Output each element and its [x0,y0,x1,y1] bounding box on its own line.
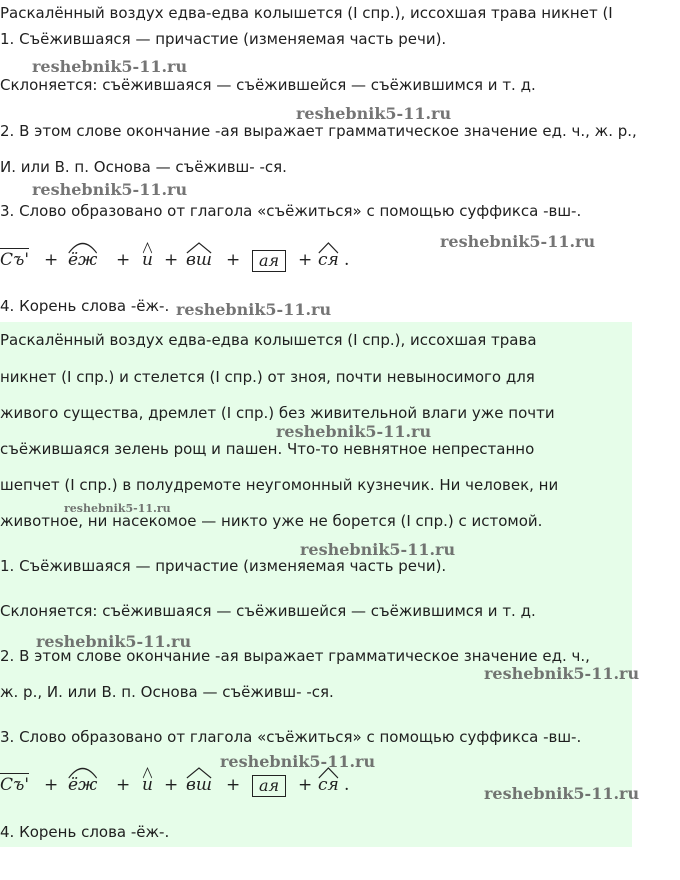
exercise-text-line: съёжившаяся зелень рощ и пашен. Что-то невнятное непрестанно [0,440,535,458]
watermark: reshebnik5-11.ru [296,104,452,123]
watermark: reshebnik5-11.ru [276,422,432,441]
answer-3: 3. Слово образовано от глагола «съёжиться» с помощью суффикса -вш-. [0,202,582,220]
plus-sign: + [164,775,179,795]
watermark: reshebnik5-11.ru [484,784,640,803]
plus-sign: + [226,250,241,270]
plus-sign: + [116,775,131,795]
cut-off-text-line: Раскалённый воздух едва-едва колышется (I спр.), иссохшая трава никнет (I [0,4,613,22]
root-arc-icon [68,240,97,254]
suffix-mark: вш [186,775,212,795]
watermark: reshebnik5-11.ru [36,632,192,651]
period: . [344,250,350,270]
watermark: reshebnik5-11.ru [300,540,456,559]
root-mark: ёж [68,250,97,270]
answer-1: 1. Съёжившаяся — причастие (изменяемая часть речи). [0,30,447,48]
plus-sign: + [116,250,131,270]
suffix-caret-icon [142,765,153,779]
plus-sign: + [44,775,59,795]
watermark: reshebnik5-11.ru [32,180,188,199]
prefix-mark: Съ' [0,250,30,270]
panel-answer-4: 4. Корень слова -ёж-. [0,823,170,841]
plus-sign: + [226,775,241,795]
prefix-mark: Съ' [0,775,30,795]
exercise-text-line: живого существа, дремлет (I спр.) без живительной влаги уже почти [0,404,555,422]
period: . [344,775,350,795]
suffix-caret-icon [186,765,212,779]
watermark: reshebnik5-11.ru [64,502,171,515]
morpheme-diagram [0,238,380,274]
panel-answer-2: 2. В этом слове окончание -ая выражает грамматическое значение ед. ч., [0,647,590,665]
root-mark: ёж [68,775,97,795]
watermark: reshebnik5-11.ru [484,664,640,683]
postfix-mark: ся [318,775,339,795]
answer-2-continued: И. или В. п. Основа — съёживш- -ся. [0,158,287,176]
suffix-mark: и [142,775,153,795]
root-arc-icon [68,765,97,779]
suffix-mark: и [142,250,153,270]
watermark: reshebnik5-11.ru [440,232,596,251]
exercise-text-line: шепчет (I спр.) в полудремоте неугомонный кузнечик. Ни человек, ни [0,476,559,494]
plus-sign: + [164,250,179,270]
ending-box: ая [252,250,286,272]
panel-declension-line: Склоняется: съёжившаяся — съёжившейся — съёжившимся и т. д. [0,602,536,620]
suffix-caret-icon [142,240,153,254]
watermark: reshebnik5-11.ru [32,57,188,76]
postfix-caret-icon [318,240,339,254]
answer-2: 2. В этом слове окончание -ая выражает грамматическое значение ед. ч., ж. р., [0,122,637,140]
watermark: reshebnik5-11.ru [176,300,332,319]
declension-line: Склоняется: съёжившаяся — съёжившейся — съёжившимся и т. д. [0,76,536,94]
ending-box: ая [252,775,286,797]
panel-answer-1: 1. Съёжившаяся — причастие (изменяемая часть речи). [0,557,447,575]
exercise-text-line: животное, ни насекомое — никто уже не борется (I спр.) с истомой. [0,512,543,530]
panel-answer-3: 3. Слово образовано от глагола «съёжиться» с помощью суффикса -вш-. [0,728,582,746]
panel-answer-2-continued: ж. р., И. или В. п. Основа — съёживш- -ся. [0,683,334,701]
watermark: reshebnik5-11.ru [220,752,376,771]
plus-sign: + [44,250,59,270]
plus-sign: + [298,775,313,795]
answer-4: 4. Корень слова -ёж-. [0,297,170,315]
postfix-mark: ся [318,250,339,270]
suffix-caret-icon [186,240,212,254]
exercise-text-line: Раскалённый воздух едва-едва колышется (I спр.), иссохшая трава [0,331,537,349]
plus-sign: + [298,250,313,270]
suffix-mark: вш [186,250,212,270]
exercise-text-line: никнет (I спр.) и стелется (I спр.) от зноя, почти невыносимого для [0,368,535,386]
